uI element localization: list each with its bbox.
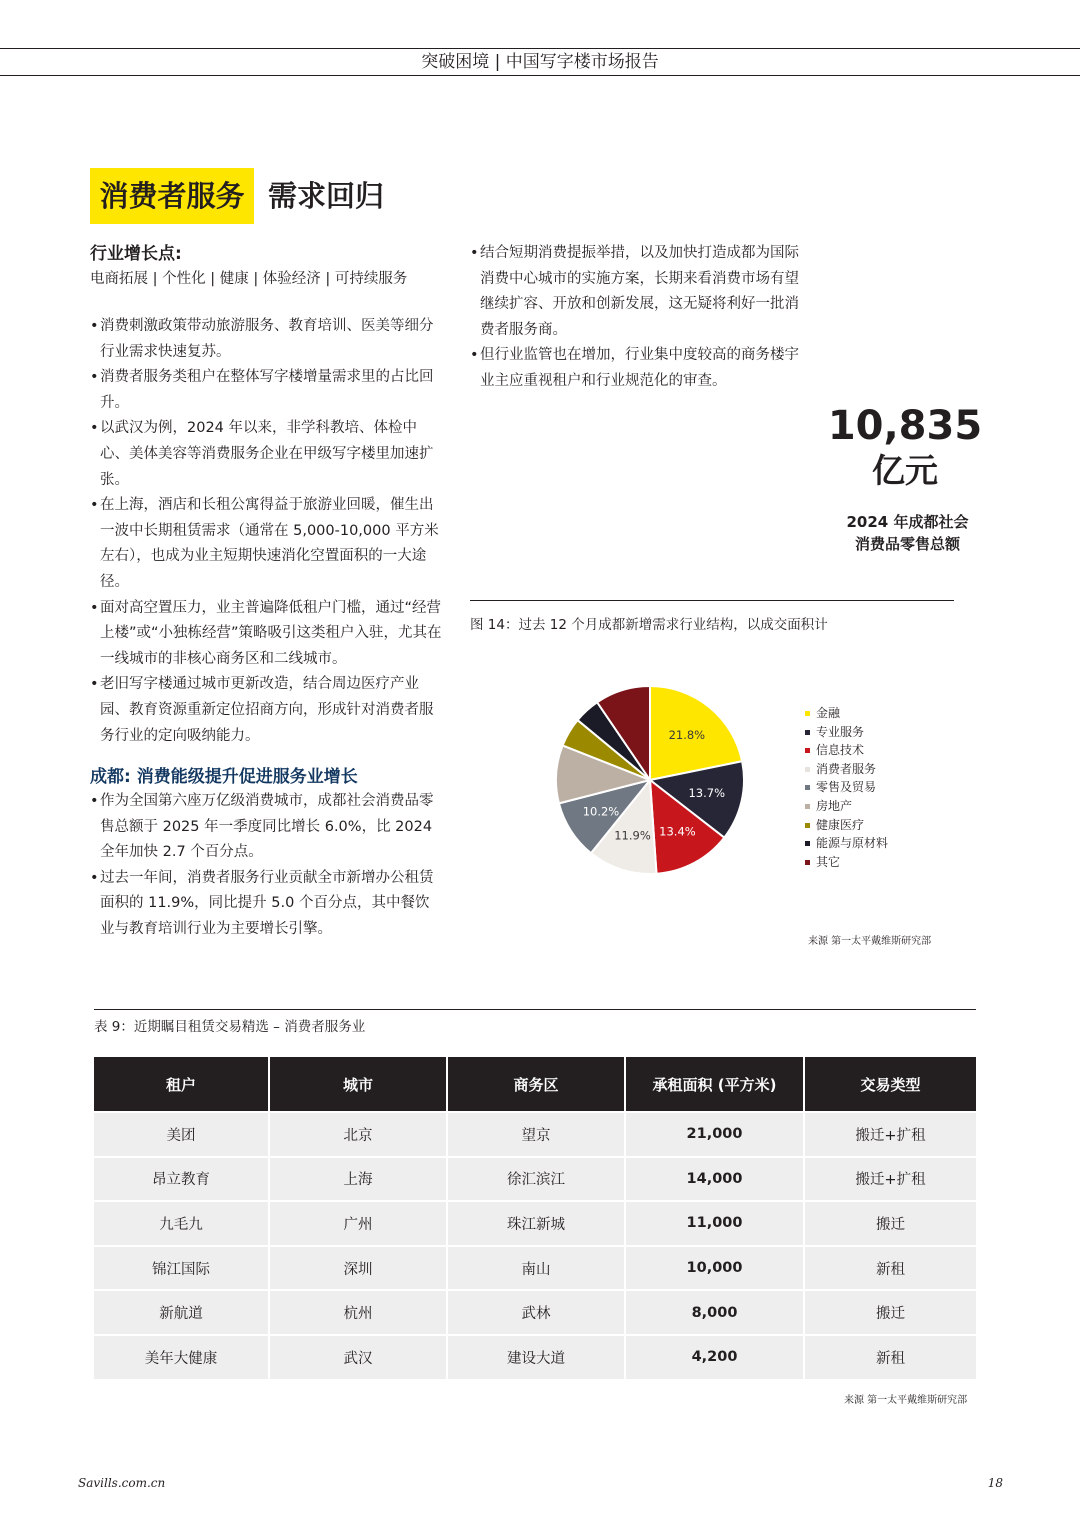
- legend-swatch: [805, 804, 810, 809]
- list-item: • 过去一年间，消费者服务行业贡献全市新增办公租赁面积的 11.9%，同比提升 5.0 个百分点，其中餐饮业与教育培训行业为主要增长引擎。: [90, 866, 442, 943]
- legend-label: 能源与原材料: [816, 836, 889, 851]
- cell-area: 4,200: [626, 1334, 805, 1379]
- stat-value: 10,835: [827, 403, 983, 449]
- table-header-row: [94, 1057, 976, 1111]
- cell-city: 北京: [270, 1111, 448, 1156]
- legend-item: [805, 704, 888, 723]
- cell-district: 珠江新城: [448, 1200, 626, 1245]
- cell-city: 武汉: [270, 1334, 448, 1379]
- cell-tenant: 新航道: [94, 1289, 270, 1334]
- cell-tenant: 昂立教育: [94, 1156, 270, 1201]
- col-header-tenant: 租户: [94, 1057, 270, 1111]
- list-item: • 但行业监管也在增加，行业集中度较高的商务楼宇业主应重视租户和行业规范化的审查。: [470, 343, 810, 394]
- legend-item: [805, 723, 888, 742]
- pie-data-label: 11.9%: [614, 828, 651, 843]
- pie-data-label: 13.4%: [659, 824, 696, 839]
- cell-area: 8,000: [626, 1289, 805, 1334]
- table-row: [94, 1156, 976, 1201]
- legend-item: [805, 797, 888, 816]
- section-title-rest: 需求回归: [268, 179, 385, 213]
- cell-city: 上海: [270, 1156, 448, 1201]
- col-header-city: 城市: [270, 1057, 448, 1111]
- footer-site: Savills.com.cn: [78, 1476, 166, 1490]
- legend-label: 健康医疗: [816, 817, 865, 832]
- left-column: [90, 242, 442, 943]
- pie-data-label: 13.7%: [688, 786, 726, 801]
- cell-city: 广州: [270, 1200, 448, 1245]
- cell-city: 深圳: [270, 1245, 448, 1290]
- legend-swatch: [805, 711, 810, 716]
- legend-label: 其它: [816, 854, 841, 869]
- legend-label: 金融: [816, 706, 841, 720]
- table-source: 来源 第一太平戴维斯研究部: [844, 1395, 968, 1406]
- cell-district: 望京: [448, 1111, 626, 1156]
- cell-type: 搬迁+扩租: [805, 1111, 976, 1156]
- lease-table: [94, 1057, 976, 1379]
- cell-tenant: 锦江国际: [94, 1245, 270, 1290]
- col-header-district: 商务区: [448, 1057, 626, 1111]
- cell-tenant: 美年大健康: [94, 1334, 270, 1379]
- table-row: [94, 1111, 976, 1156]
- list-item: • 老旧写字楼通过城市更新改造，结合周边医疗产业园、教育资源重新定位招商方向，形成针对消费者服务行业的定向吸纳能力。: [90, 672, 442, 749]
- table-rule: [94, 1009, 976, 1010]
- list-item: • 以武汉为例，2024 年以来，非学科教培、体检中心、美体美容等消费服务企业在甲级写字楼里加速扩张。: [90, 416, 442, 493]
- legend-item: [805, 778, 888, 797]
- chengdu-heading: 成都: 消费能级提升促进服务业增长: [90, 767, 358, 788]
- list-item: • 作为全国第六座万亿级消费城市，成都社会消费品零售总额于 2025 年一季度同比增长 6.0%，比 2024 全年加快 2.7 个百分点。: [90, 789, 442, 866]
- list-item: • 面对高空置压力，业主普遍降低租户门槛，通过“经营上楼”或“小独栋经营”策略吸引这类租户入驻，尤其在一线城市的非核心商务区和二线城市。: [90, 596, 442, 673]
- cell-city: 杭州: [270, 1289, 448, 1334]
- list-item: • 在上海，酒店和长租公寓得益于旅游业回暖，催生出一波中长期租赁需求（通常在 5,000-10,000 平方米左右），也成为业主短期快速消化空置面积的一大途径。: [90, 493, 442, 595]
- legend-item: [805, 741, 888, 760]
- legend-item: [805, 834, 888, 853]
- col-header-type: 交易类型: [805, 1057, 976, 1111]
- col-header-area: 承租面积 (平方米): [626, 1057, 805, 1111]
- chart-source: 来源 第一太平戴维斯研究部: [808, 936, 932, 947]
- legend-item: [805, 853, 888, 872]
- legend-swatch: [805, 841, 810, 846]
- legend-swatch: [805, 860, 810, 865]
- legend-swatch: [805, 730, 810, 735]
- legend-label: 信息技术: [816, 743, 865, 758]
- chart-title: 图 14：过去 12 个月成都新增需求行业结构，以成交面积计: [470, 617, 828, 633]
- legend-label: 零售及贸易: [816, 780, 877, 795]
- legend-swatch: [805, 748, 810, 753]
- pie-chart: [540, 680, 760, 890]
- pie-data-label: 21.8%: [668, 727, 706, 742]
- legend-item: [805, 816, 888, 835]
- report-title: 突破困境 | 中国写字楼市场报告: [421, 52, 659, 72]
- cell-district: 徐汇滨江: [448, 1156, 626, 1201]
- cell-type: 新租: [805, 1245, 976, 1290]
- table-row: [94, 1334, 976, 1379]
- table-row: [94, 1200, 976, 1245]
- legend-swatch: [805, 785, 810, 790]
- chart-rule: [470, 600, 954, 601]
- list-item: • 消费刺激政策带动旅游服务、教育培训、医美等细分行业需求快速复苏。: [90, 314, 442, 365]
- legend-label: 消费者服务: [816, 761, 877, 776]
- legend-item: [805, 760, 888, 779]
- cell-type: 搬迁: [805, 1289, 976, 1334]
- legend-swatch: [805, 767, 810, 772]
- cell-tenant: 美团: [94, 1111, 270, 1156]
- table-row: [94, 1289, 976, 1334]
- cell-tenant: 九毛九: [94, 1200, 270, 1245]
- table-row: [94, 1245, 976, 1290]
- pie-data-label: 10.2%: [582, 804, 620, 819]
- page-number: 18: [987, 1476, 1003, 1490]
- cell-type: 搬迁: [805, 1200, 976, 1245]
- growth-tags: 电商拓展 | 个性化 | 健康 | 体验经济 | 可持续服务: [90, 271, 408, 287]
- cell-district: 武林: [448, 1289, 626, 1334]
- legend-label: 房地产: [816, 798, 853, 813]
- stat-unit: 亿元: [872, 451, 938, 490]
- cell-area: 10,000: [626, 1245, 805, 1290]
- cell-type: 新租: [805, 1334, 976, 1379]
- right-column: [470, 241, 810, 395]
- growth-heading: 行业增长点:: [90, 244, 182, 264]
- cell-area: 14,000: [626, 1156, 805, 1201]
- legend-label: 专业服务: [816, 724, 865, 739]
- chart-legend: [805, 704, 888, 871]
- header-rule-top: [0, 48, 1080, 49]
- legend-swatch: [805, 823, 810, 828]
- table-title: 表 9：近期瞩目租赁交易精选 – 消费者服务业: [94, 1019, 366, 1035]
- cell-type: 搬迁+扩租: [805, 1156, 976, 1201]
- stat-caption-line2: 消费品零售总额: [854, 535, 960, 553]
- stat-caption: [800, 511, 1015, 555]
- list-item: • 结合短期消费提振举措，以及加快打造成都为国际消费中心城市的实施方案，长期来看消费市场有望继续扩容、开放和创新发展，这无疑将利好一批消费者服务商。: [470, 241, 810, 343]
- stat-caption-line1: 2024 年成都社会: [846, 513, 969, 531]
- cell-district: 建设大道: [448, 1334, 626, 1379]
- cell-area: 11,000: [626, 1200, 805, 1245]
- section-title-highlight-text: 消费者服务: [99, 179, 245, 213]
- list-item: • 消费者服务类租户在整体写字楼增量需求里的占比回升。: [90, 365, 442, 416]
- cell-area: 21,000: [626, 1111, 805, 1156]
- header-rule-bottom: [0, 75, 1080, 76]
- cell-district: 南山: [448, 1245, 626, 1290]
- section-title-highlight: [90, 168, 254, 224]
